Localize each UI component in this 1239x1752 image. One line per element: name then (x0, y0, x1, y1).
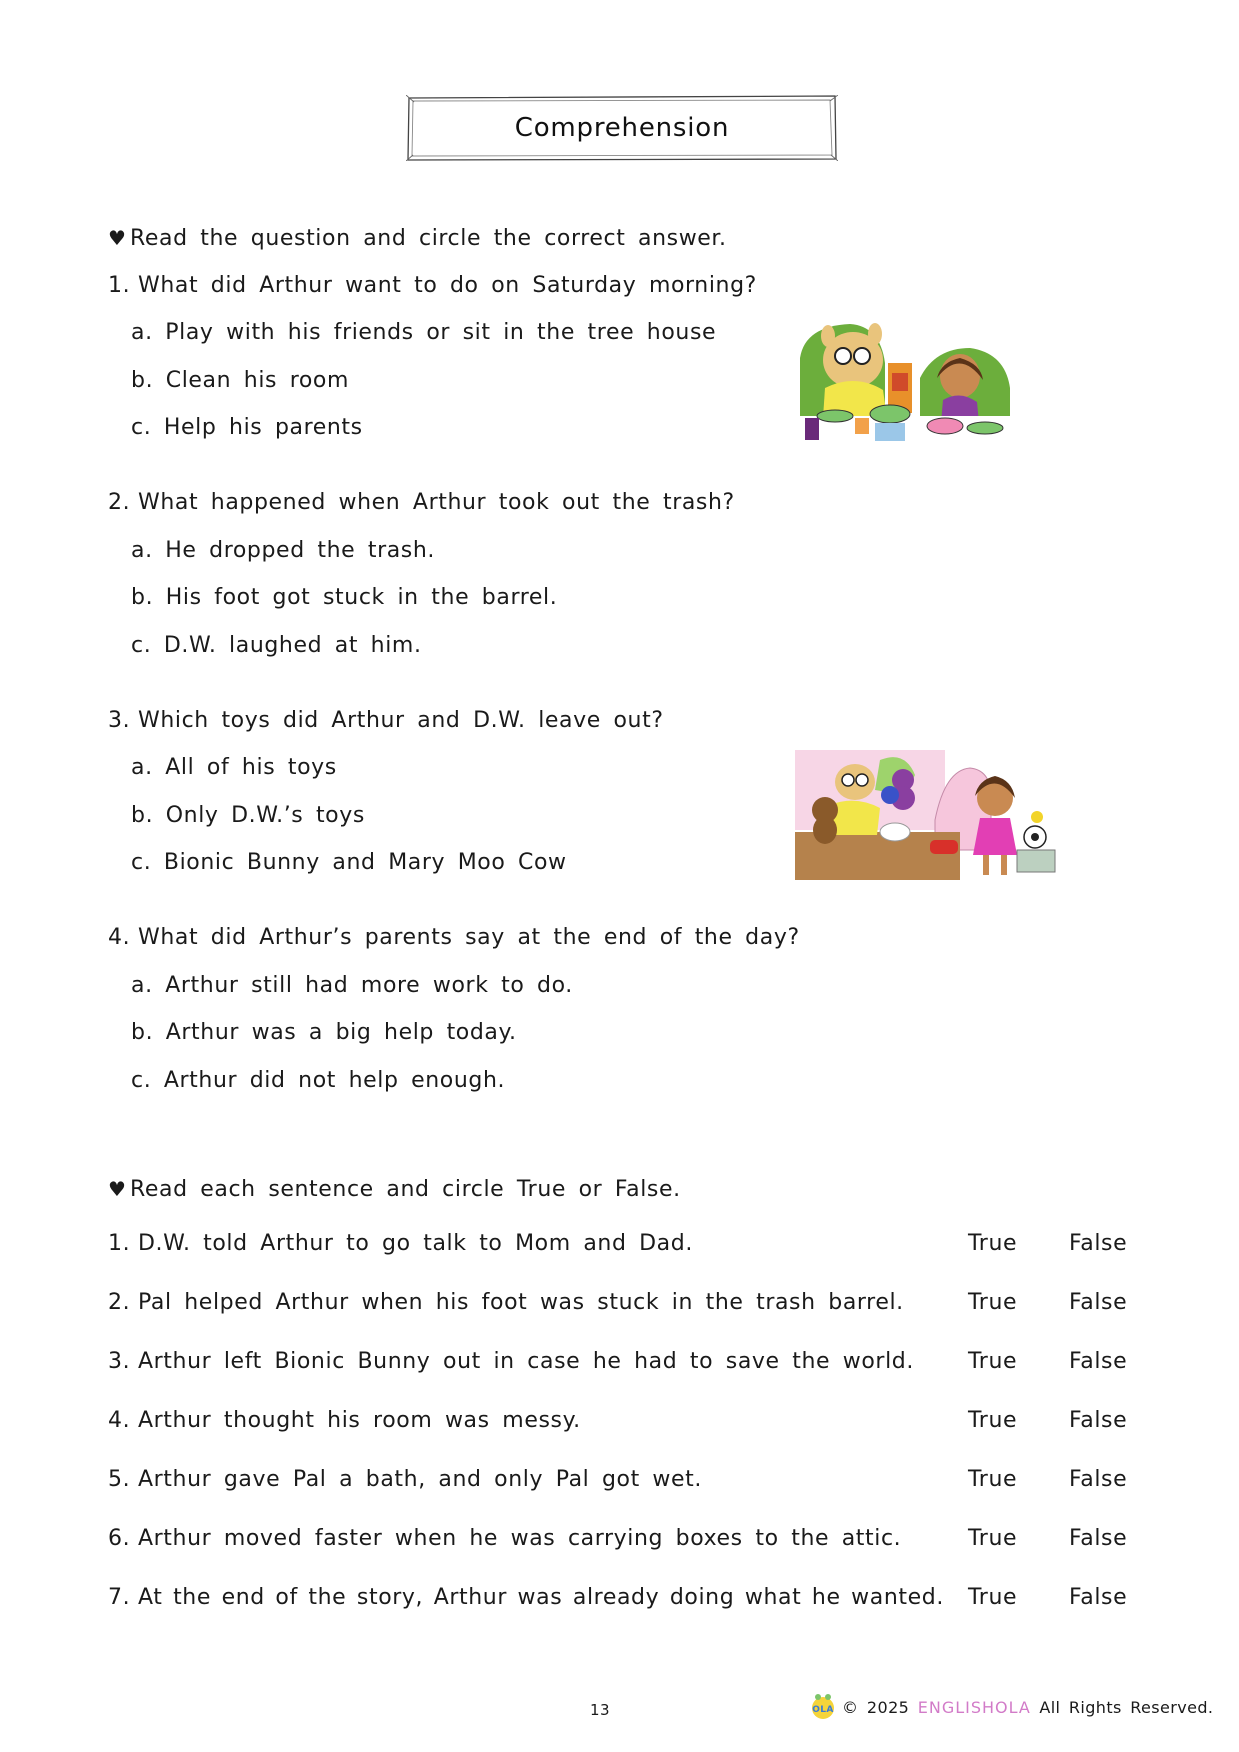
statement-4-false[interactable]: False (1069, 1408, 1128, 1433)
breakfast-illustration (795, 318, 1015, 442)
statement-1-true[interactable]: True (968, 1231, 1018, 1256)
statement-5: 5. Arthur gave Pal a bath, and only Pal got wet. (108, 1467, 702, 1492)
statement-7: 7. At the end of the story, Arthur was already doing what he wanted. (108, 1585, 944, 1610)
question-2-option-c[interactable]: c. D.W. laughed at him. (131, 633, 422, 658)
statement-2-false[interactable]: False (1069, 1290, 1128, 1315)
question-1: 1. What did Arthur want to do on Saturday morning? (108, 273, 757, 298)
toys-illustration (795, 750, 1057, 880)
question-3-option-b[interactable]: b. Only D.W.’s toys (131, 803, 365, 828)
footer-copyright: OLA © 2025 ENGLISHOLA All Rights Reserved. (810, 1692, 1213, 1722)
question-4-option-b[interactable]: b. Arthur was a big help today. (131, 1020, 517, 1045)
statement-5-true[interactable]: True (968, 1467, 1018, 1492)
page-title: Comprehension (514, 113, 730, 143)
section1-instruction: ♥ Read the question and circle the correct answer. (108, 226, 727, 251)
page-number: 13 (590, 1701, 611, 1719)
question-2-option-a[interactable]: a. He dropped the trash. (131, 538, 435, 563)
question-3-option-c[interactable]: c. Bionic Bunny and Mary Moo Cow (131, 850, 567, 875)
question-4: 4. What did Arthur’s parents say at the end of the day? (108, 925, 800, 950)
statement-5-false[interactable]: False (1069, 1467, 1128, 1492)
statement-4-true[interactable]: True (968, 1408, 1018, 1433)
statement-1: 1. D.W. told Arthur to go talk to Mom and Dad. (108, 1231, 693, 1256)
statement-2-true[interactable]: True (968, 1290, 1018, 1315)
question-2: 2. What happened when Arthur took out the trash? (108, 490, 735, 515)
statement-6-true[interactable]: True (968, 1526, 1018, 1551)
statement-1-false[interactable]: False (1069, 1231, 1128, 1256)
heart-icon: ♥ (108, 226, 127, 250)
question-1-option-b[interactable]: b. Clean his room (131, 368, 350, 393)
question-1-option-c[interactable]: c. Help his parents (131, 415, 363, 440)
brand-name: ENGLISHOLA (917, 1697, 1031, 1717)
question-3: 3. Which toys did Arthur and D.W. leave out? (108, 708, 664, 733)
question-3-option-a[interactable]: a. All of his toys (131, 755, 337, 780)
englishola-logo (810, 1692, 836, 1722)
statement-3-true[interactable]: True (968, 1349, 1018, 1374)
question-1-option-a[interactable]: a. Play with his friends or sit in the tree house (131, 320, 717, 345)
svg-text:OLA: OLA (812, 1705, 834, 1715)
statement-2: 2. Pal helped Arthur when his foot was stuck in the trash barrel. (108, 1290, 904, 1315)
question-4-option-c[interactable]: c. Arthur did not help enough. (131, 1068, 506, 1093)
question-4-option-a[interactable]: a. Arthur still had more work to do. (131, 973, 573, 998)
statement-7-false[interactable]: False (1069, 1585, 1128, 1610)
statement-3: 3. Arthur left Bionic Bunny out in case he had to save the world. (108, 1349, 914, 1374)
question-2-option-b[interactable]: b. His foot got stuck in the barrel. (131, 585, 558, 610)
statement-3-false[interactable]: False (1069, 1349, 1128, 1374)
title-box (406, 95, 838, 161)
statement-7-true[interactable]: True (968, 1585, 1018, 1610)
statement-6-false[interactable]: False (1069, 1526, 1128, 1551)
statement-4: 4. Arthur thought his room was messy. (108, 1408, 581, 1433)
section2-instruction: ♥ Read each sentence and circle True or False. (108, 1177, 681, 1202)
heart-icon: ♥ (108, 1177, 127, 1201)
statement-6: 6. Arthur moved faster when he was carrying boxes to the attic. (108, 1526, 902, 1551)
